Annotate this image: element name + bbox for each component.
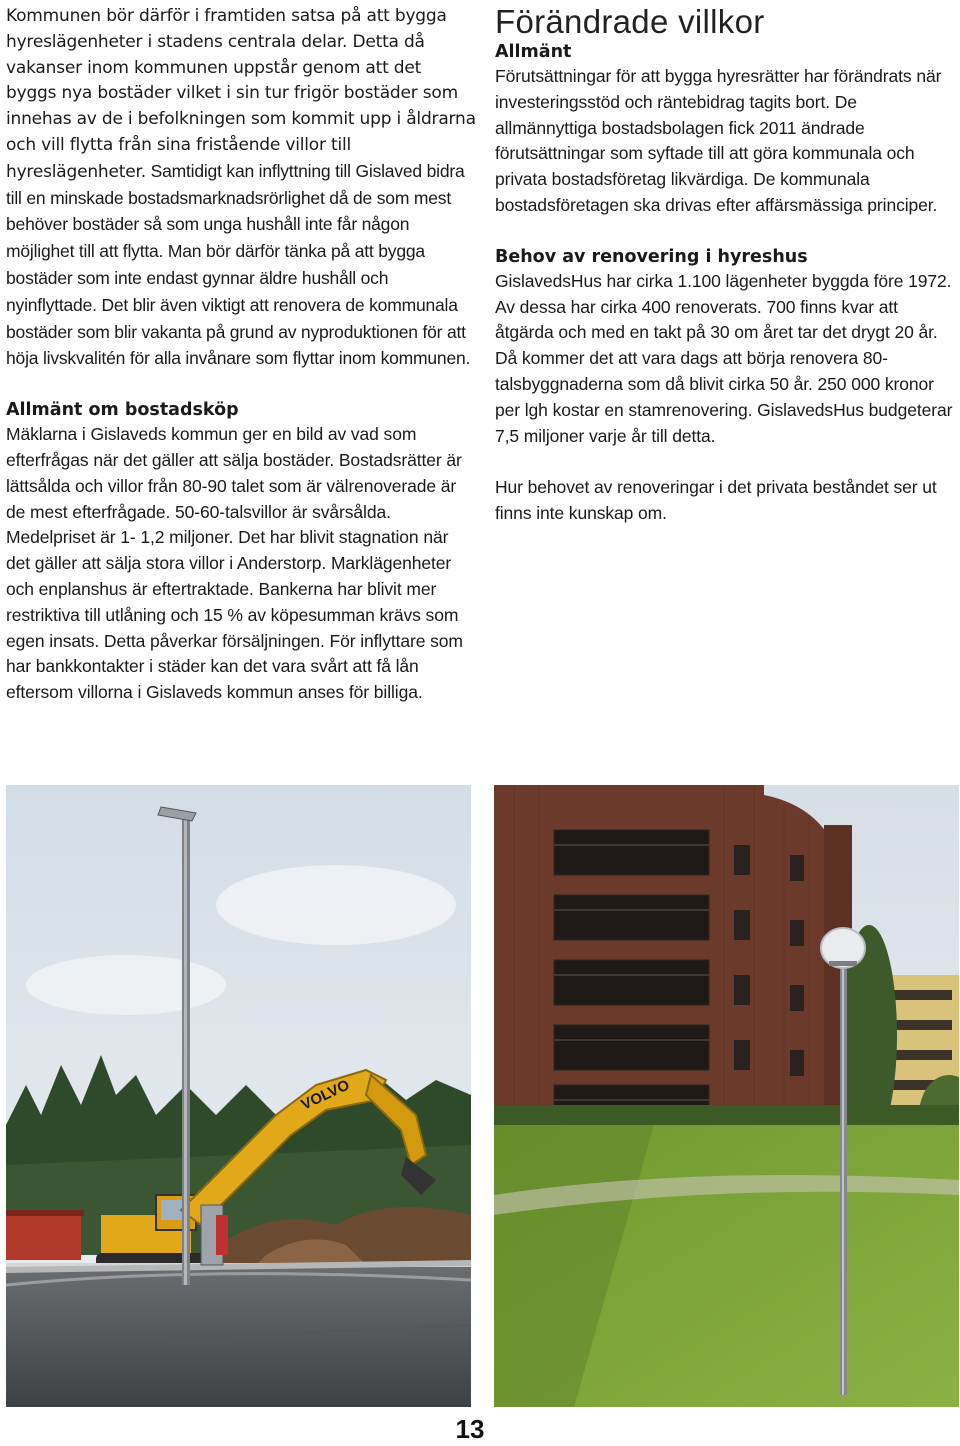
section-heading-bostadskop: Allmänt om bostadsköp <box>6 400 239 421</box>
section-heading-renovering: Behov av renovering i hyreshus <box>495 246 808 267</box>
intro-lines: Kommunen bör därför i framtiden satsa på att bygga hyreslägenheter i stadens centrala delar. Detta då vakanser inom kommunen uppstår genom att det byggs nya bostäder vilket i sin tur frigör bostäder som innehas av de i befolkningen som kommit upp i åldrarna och vill flytta från sina fristående villor till hyreslägenheter. <box>6 6 476 182</box>
apartment-building-photo <box>494 785 959 1407</box>
left-text-column <box>6 4 476 706</box>
excavator-brand-text: VOLVO <box>298 1076 353 1114</box>
section-body-renovering: GislavedsHus har cirka 1.100 lägenheter byggda före 1972. Av dessa har cirka 400 renoverats. 700 finns kvar att åtgärda och med en takt på 30 om året tar det drygt 20 år. Då kommer det att vara dags att börja renovera 80-talsbyggnaderna som då blivit cirka 50 år. 250 000 kronor per lgh kostar en stamrenovering. GislavedsHus budgeterar 7,5 miljoner varje år till detta. <box>495 270 953 446</box>
construction-site-illustration <box>6 785 471 1407</box>
page-number: 13 <box>455 1414 485 1444</box>
construction-site-photo <box>6 785 471 1407</box>
intro-paragraph <box>6 4 476 373</box>
right-text-column <box>495 4 958 527</box>
apartment-building-illustration <box>494 785 959 1407</box>
page-title: Förändrade villkor <box>495 3 765 40</box>
closing-paragraph: Hur behovet av renoveringar i det privata beståndet ser ut finns inte kunskap om. <box>495 477 937 524</box>
intro-rest: Samtidigt kan inflyttning till Gislaved bidra till en minskade bostadsmarknadsrörlighet då de som mest behöver bostäder så som unga hushåll inte får någon möjlighet till att flytta. Man bör därför tänka på att bygga bostäder som inte endast gynnar äldre hushåll och nyinflyttade. Det blir även viktigt att renovera de kommunala bostäder som blir vakanta på grund av nyproduktionen för att höja livskvalitén för alla invånare som flyttar inom kommunen. <box>6 160 471 369</box>
section-heading-allmant: Allmänt <box>495 42 572 62</box>
section-body-allmant: Förutsättningar för att bygga hyresrätter har förändrats när investeringsstöd och räntebidrag tagits bort. De allmännyttiga bostadsbolagen fick 2011 ändrade förutsättningar som syftade till att göra kommunala och privata bostadsföretag likvärdiga. De kommunala bostadsföretagen ska drivas efter affärsmässiga principer. <box>495 66 942 215</box>
section-body-bostadskop: Mäklarna i Gislaveds kommun ger en bild av vad som efterfrågas när det gäller att sälja bostäder. Bostadsrätter är lättsålda och villor från 80-90 talet som är välrenoverade är de mest efterfrågade. 50-60-talsvillor är svårsålda. Medelpriset är 1- 1,2 miljoner. Det har blivit stagnation när det gäller att sälja stora villor i Anderstorp. Marklägenheter och enplanshus är eftertraktade. Bankerna har blivit mer restriktiva till utlåning och 15 % av köpesumman krävs som egen insats. Detta påverkar försäljningen. För inflyttare som har bankkontakter i städer kan det vara svårt att få lån eftersom villorna i Gislaveds kommun anses för billiga. <box>6 424 463 703</box>
